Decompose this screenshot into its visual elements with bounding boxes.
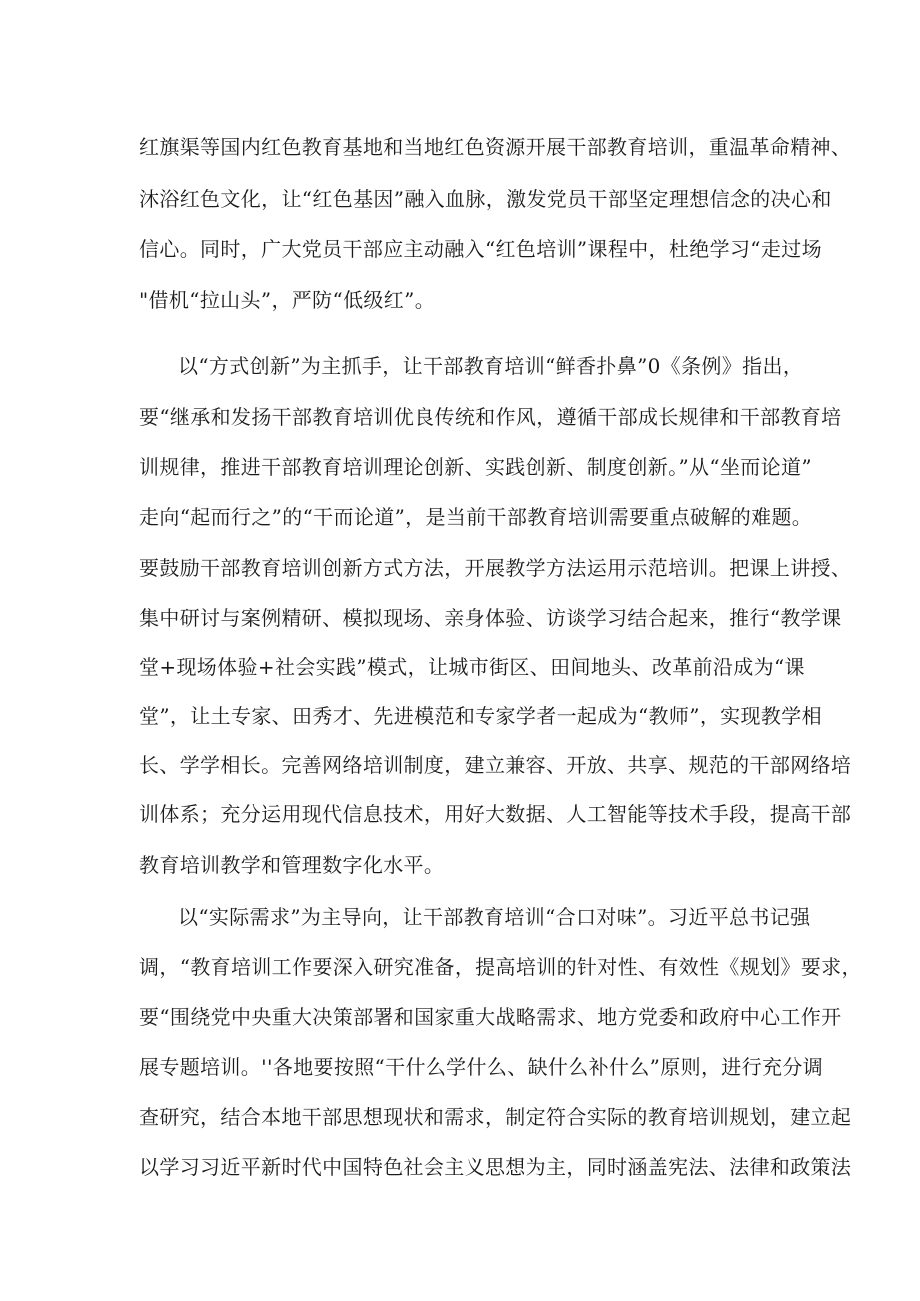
text-line: 要鼓励干部教育培训创新方式方法，开展教学方法运用示范培训。把课上讲授、	[139, 556, 852, 580]
text-line: 展专题培训。''各地要按照“干什么学什么、缺什么补什么”原则，进行充分调	[139, 1055, 824, 1079]
text-line: 集中研讨与案例精研、模拟现场、亲身体验、访谈学习结合起来，推行“教学课	[139, 606, 842, 630]
text-line: 堂”，让土专家、田秀才、先进模范和专家学者一起成为“教师”，实现教学相	[139, 704, 822, 728]
text-line: 查研究，结合本地干部思想现状和需求，制定符合实际的教育培训规划，建立起	[139, 1105, 852, 1129]
text-line: 堂+现场体验+社会实践”模式，让城市街区、田间地头、改革前沿成为“课	[139, 655, 805, 679]
text-line: 调，“教育培训工作要深入研究准备，提高培训的针对性、有效性《规划》要求，	[139, 955, 862, 979]
paragraph-start-line: 以“方式创新”为主抓手，让干部教育培训“鲜香扑鼻”0《条例》指出，	[178, 354, 804, 378]
text-line: "借机“拉山头”，严防“低级红”。	[139, 288, 436, 312]
text-line: 沐浴红色文化，让“红色基因”融入血脉，激发党员干部坚定理想信念的决心和	[139, 187, 832, 211]
text-line: 要“继承和发扬干部教育培训优良传统和作风，遵循干部成长规律和干部教育培	[139, 405, 842, 429]
text-line: 训体系；充分运用现代信息技术，用好大数据、人工智能等技术手段，提高干部	[139, 802, 852, 826]
text-line: 长、学学相长。完善网络培训制度，建立兼容、开放、共享、规范的干部网络培	[139, 753, 852, 777]
text-line: 训规律，推进干部教育培训理论创新、实践创新、制度创新。”从“坐而论道”	[139, 455, 812, 479]
text-line: 走向“起而行之”的“干而论道”，是当前干部教育培训需要重点破解的难题。	[139, 505, 813, 529]
text-line: 要“围绕党中央重大决策部署和国家重大战略需求、地方党委和政府中心工作开	[139, 1005, 842, 1029]
text-line: 教育培训教学和管理数字化水平。	[139, 853, 445, 877]
text-line: 信心。同时，广大党员干部应主动融入“红色培训”课程中，杜绝学习“走过场	[139, 237, 822, 261]
text-line: 以学习习近平新时代中国特色社会主义思想为主，同时涵盖宪法、法律和政策法	[139, 1155, 852, 1179]
paragraph-start-line: 以“实际需求”为主导向，让干部教育培训“合口对味”。习近平总书记强	[178, 905, 811, 929]
text-line: 红旗渠等国内红色教育基地和当地红色资源开展干部教育培训，重温革命精神、	[139, 135, 852, 159]
